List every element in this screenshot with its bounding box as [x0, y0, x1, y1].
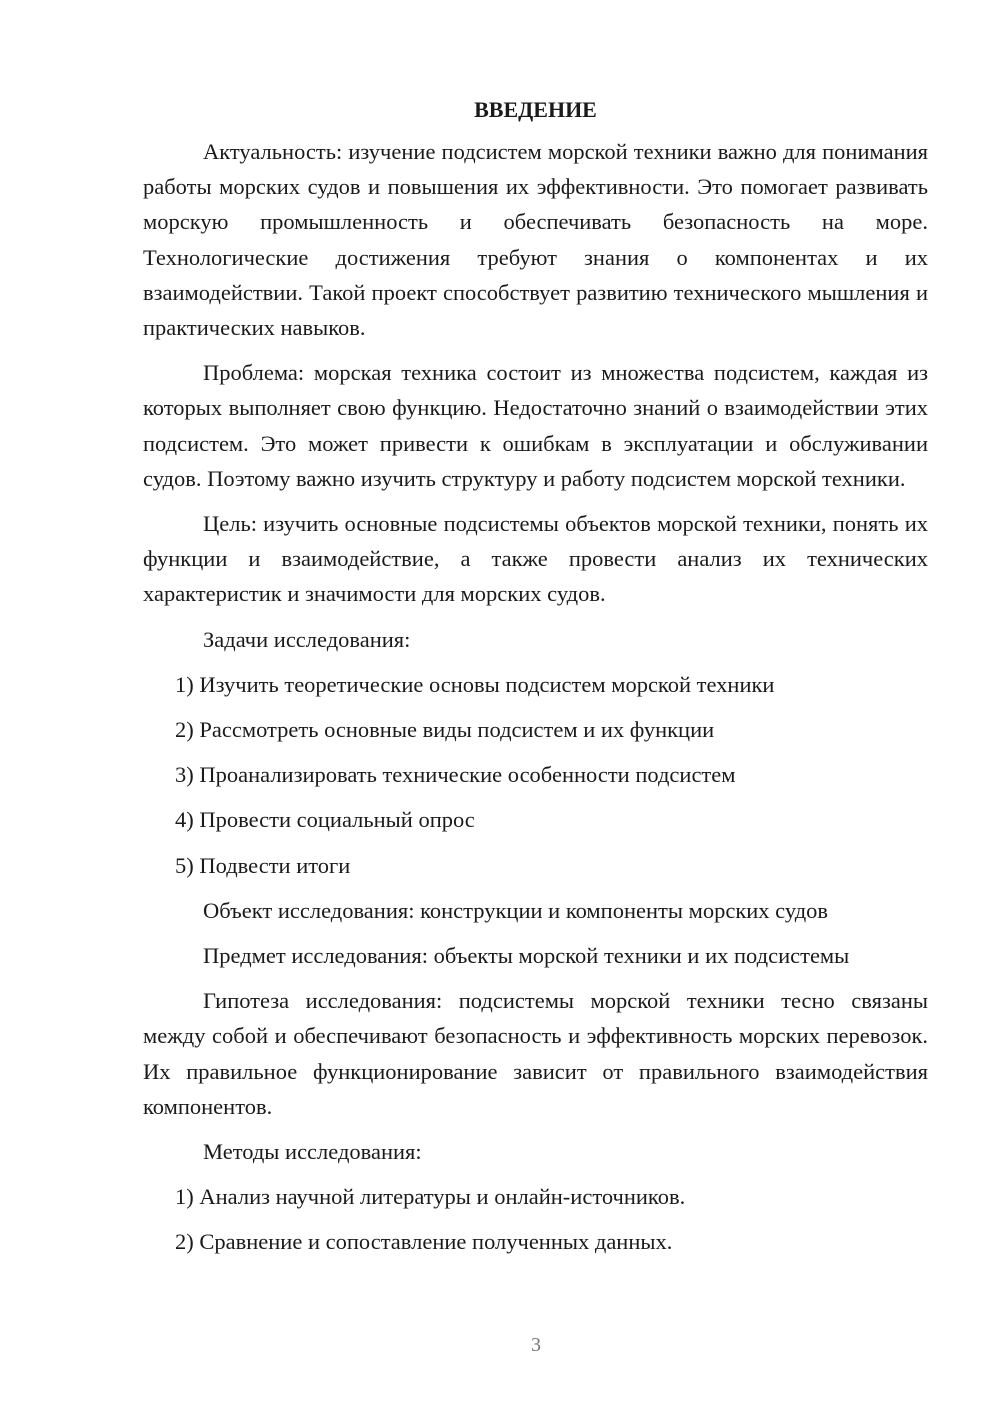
- research-object: Объект исследования: конструкции и компоненты морских судов: [203, 897, 829, 923]
- task-item-4: 4) Провести социальный опрос: [175, 807, 475, 833]
- relevance-paragraph: Актуальность: изучение подсистем морской техники важно для понимания работы морских судов и повышения их эффективности. Это помогает развивать морскую промышленность и обеспечивать безопасность на море. Технологические достижения требуют знания о компонентах и их взаимодействии. Такой проект способствует развитию технического мышления и практических навыков.: [143, 139, 928, 341]
- methods-heading: Методы исследования:: [203, 1139, 422, 1165]
- research-subject: Предмет исследования: объекты морской техники и их подсистемы: [203, 943, 850, 969]
- method-item-1: 1) Анализ научной литературы и онлайн-источников.: [175, 1184, 686, 1210]
- document-page: [143, 96, 928, 1270]
- task-item-5: 5) Подвести итоги: [175, 852, 351, 878]
- goal-paragraph: Цель: изучить основные подсистемы объектов морской техники, понять их функции и взаимодействие, а также провести анализ их технических характеристик и значимости для морских судов.: [143, 511, 928, 607]
- method-item-2: 2) Сравнение и сопоставление полученных данных.: [175, 1229, 673, 1255]
- task-item-3: 3) Проанализировать технические особенности подсистем: [175, 762, 736, 788]
- hypothesis-paragraph: Гипотеза исследования: подсистемы морской техники тесно связаны между собой и обеспечивают безопасность и эффективность морских перевозок. Их правильное функционирование зависит от правильного взаимодействия компонентов.: [143, 988, 928, 1119]
- page-number: 3: [531, 1334, 541, 1356]
- problem-paragraph: Проблема: морская техника состоит из множества подсистем, каждая из которых выполняет свою функцию. Недостаточно знаний о взаимодействии этих подсистем. Это может привести к ошибкам в эксплуатации и обслуживании судов. Поэтому важно изучить структуру и работу подсистем морской техники.: [143, 360, 928, 491]
- page-title: ВВЕДЕНИЕ: [474, 97, 597, 122]
- tasks-heading: Задачи исследования:: [203, 626, 411, 652]
- task-item-1: 1) Изучить теоретические основы подсистем морской техники: [175, 671, 775, 697]
- task-item-2: 2) Рассмотреть основные виды подсистем и их функции: [175, 717, 715, 743]
